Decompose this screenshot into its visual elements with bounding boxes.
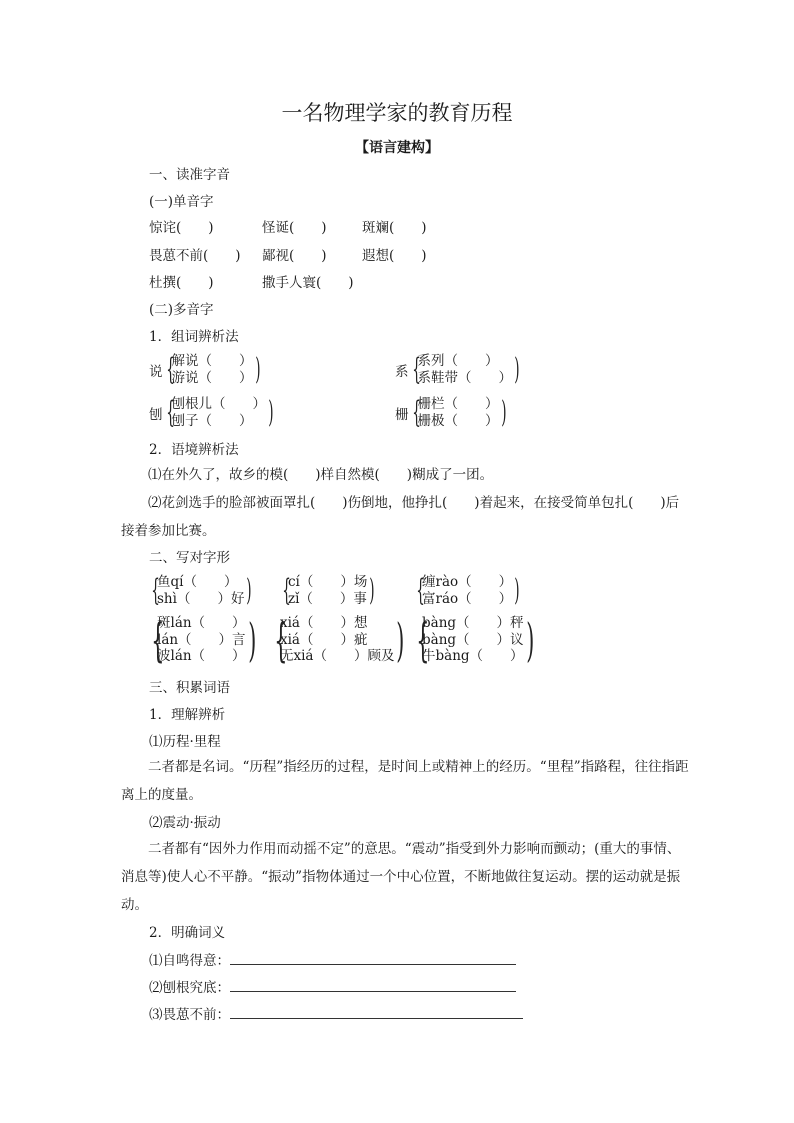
left-brace-icon: { [411,352,421,387]
glyph-item: 缠rào（ ） [422,574,513,590]
glyph-item: bàng（ ）秤 [422,615,524,631]
left-brace-icon: { [274,612,288,667]
left-brace-icon: { [411,395,421,430]
polyphone-char: 栅 [395,407,409,423]
definition-label: ⑴自鸣得意： [149,953,230,969]
section-tag: 【语言建构】 [355,140,439,156]
right-brace-icon: ) [514,573,520,608]
polyphone-word: 栅栏（ ） [417,396,499,412]
polyphone-word: 刨根儿（ ） [171,396,266,412]
left-brace-icon: { [151,573,160,608]
document-title: 一名物理学家的教育历程 [281,101,513,125]
glyph-item: xiá（ ）疵 [280,631,368,648]
pron-item: 惊诧( ) [149,220,214,236]
heading-single-char: (一)单音字 [149,194,214,210]
right-brace-icon: ) [246,573,252,608]
heading-glyph: 二、写对字形 [149,550,230,566]
context-sentence-1: ⑴在外久了，故乡的模( )样自然模( )糊成了一团。 [148,467,494,483]
answer-blank[interactable] [230,978,516,992]
answer-blank[interactable] [230,1005,523,1019]
glyph-item: 斑lán（ ） [157,615,246,631]
definition-row [149,1005,523,1024]
glyph-item: cí（ ）场 [288,574,368,590]
right-brace-icon: ) [369,573,375,608]
polyphone-char: 系 [395,364,409,380]
definition-row [149,951,516,970]
pron-item: 怪诞( ) [262,220,327,236]
glyph-item: 无xiá（ ）顾及 [280,648,395,664]
glyph-item: lán（ ）言 [157,631,246,648]
right-brace-icon: ) [268,395,274,430]
definition-label: ⑵刨根究底： [149,980,230,996]
pron-item: 杜撰( ) [149,275,214,291]
polyphone-group [395,353,520,387]
glyph-item: 鱼qí（ ） [157,574,238,590]
pron-item: 遐想( ) [362,248,427,264]
pron-item: 斑斓( ) [362,220,427,236]
polyphone-group [149,396,274,430]
definition-label: ⑶畏葸不前： [149,1007,230,1023]
answer-blank[interactable] [230,951,516,965]
heading-multi-char: (二)多音字 [149,302,214,318]
pron-item: 鄙视( ) [262,248,327,264]
polyphone-group [149,353,261,387]
heading-vocabulary: 三、积累词语 [149,680,230,696]
context-sentence-2: ⑵花剑选手的脸部被面罩扎( )伤倒地，他挣扎( )着起来，在接受简单包扎( )后接着参加比赛。 [121,495,680,539]
left-brace-icon: { [165,395,175,430]
item-explanation: 二者都有“因外力作用而动摇不定”的意思。“震动”指受到外力影响而颤动；(重大的事情、消息等)使人心不平静。“振动”指物体通过一个中心位置，不断地做往复运动。摆的运动就是振动。 [121,841,681,913]
item-title: ⑴历程·里程 [149,734,221,750]
right-brace-icon: ) [254,352,260,387]
heading-discrimination: 1．理解辨析 [149,707,226,723]
item-title: ⑵震动·振动 [149,815,221,831]
left-brace-icon: { [416,573,425,608]
glyph-item: zǐ（ ）事 [288,591,367,607]
polyphone-char: 刨 [149,407,163,423]
pron-item: 畏葸不前( ) [149,248,241,264]
glyph-item: shì（ ）好 [157,591,245,607]
glyph-item: 富ráo（ ） [422,591,513,607]
glyph-group [414,612,534,667]
left-brace-icon: { [165,352,175,387]
glyph-group [272,612,405,667]
heading-word-method: 1．组词辨析法 [149,329,239,345]
polyphone-char: 说 [149,364,163,380]
heading-word-meaning: 2．明确词义 [149,925,226,941]
glyph-item: 牛bàng（ ） [422,648,524,664]
left-brace-icon: { [416,612,430,667]
glyph-group [280,574,375,608]
polyphone-word: 系鞋带（ ） [417,370,512,386]
pron-item: 撒手人寰( ) [262,275,354,291]
heading-pronunciation: 一、读准字音 [149,167,230,183]
definition-row [149,978,516,997]
glyph-item: xiá（ ）想 [280,615,368,631]
right-brace-icon: ) [396,612,405,667]
glyph-group [149,612,256,667]
glyph-item: bàng（ ）议 [422,631,524,648]
polyphone-word: 解说（ ） [171,353,253,369]
right-brace-icon: ) [525,612,534,667]
polyphone-word: 系列（ ） [417,353,499,369]
right-brace-icon: ) [500,395,506,430]
left-brace-icon: { [151,612,165,667]
polyphone-word: 栅极（ ） [417,413,499,429]
glyph-group [414,574,520,608]
polyphone-word: 刨子（ ） [171,413,253,429]
glyph-item: 波lán（ ） [157,648,246,664]
right-brace-icon: ) [514,352,520,387]
heading-context-method: 2．语境辨析法 [149,442,239,458]
item-explanation: 二者都是名词。“历程”指经历的过程，是时间上或精神上的经历。“里程”指路程，往往指距离上的度量。 [121,759,689,803]
polyphone-group [395,396,507,430]
left-brace-icon: { [282,573,291,608]
polyphone-word: 游说（ ） [171,370,253,386]
right-brace-icon: ) [247,612,256,667]
glyph-group [149,574,252,608]
